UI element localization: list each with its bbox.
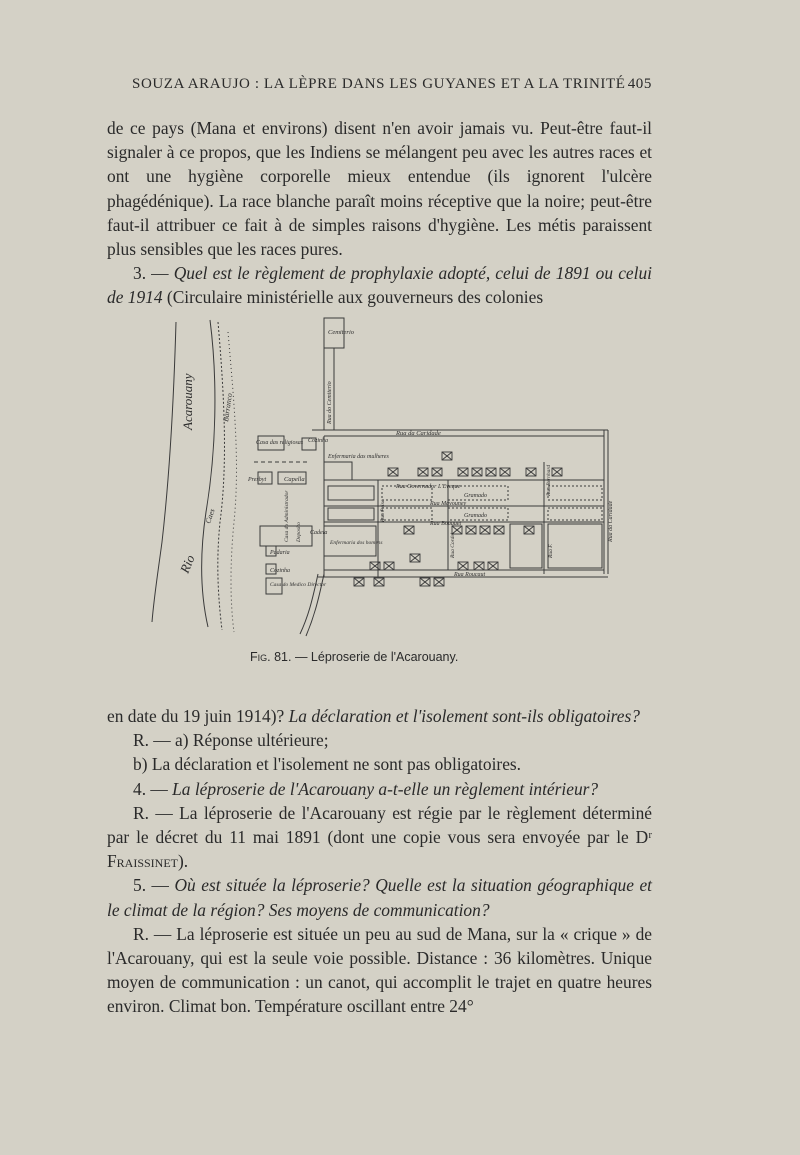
- pavilion-icon: [458, 562, 468, 570]
- author-name: Fraissinet: [107, 851, 179, 872]
- map-svg: [148, 312, 618, 642]
- rua-cordel-label: Rua Cordel: [450, 532, 456, 558]
- enfermaria-homens-label: Enfermaria dos homens: [330, 540, 383, 546]
- presbyterio-label: Presbyt: [248, 477, 267, 483]
- pavilion-icon: [354, 578, 364, 586]
- pavilion-icon: [404, 526, 414, 534]
- leprosarium-map: [148, 312, 618, 642]
- paragraph: [107, 704, 652, 728]
- pavilion-icon: [442, 452, 452, 460]
- rua-bernhard-label: Rua Bernhard: [546, 464, 552, 496]
- building: [548, 524, 602, 568]
- rua-f-label: Rua F.: [548, 543, 554, 558]
- pavilion-icon: [552, 468, 562, 476]
- pavilion-icon: [474, 562, 484, 570]
- pavilion-icon: [494, 526, 504, 534]
- text-run: ).: [178, 851, 189, 872]
- text-run: R. — La léproserie de l'Acarouany est régie par le règlement déterminé par le décret du 11 mai 1891 (dont une copie vous sera envoyée par le Dʳ: [107, 802, 652, 848]
- building: [328, 486, 374, 500]
- pavilion-icon: [486, 468, 496, 476]
- casa-medico-label: Casa do Medico Director: [270, 582, 327, 588]
- pavilion-icon: [488, 562, 498, 570]
- pavilion-icon: [420, 578, 430, 586]
- rua-caridade-side-label: Rua da Caridade: [608, 500, 614, 542]
- gramado-block: [382, 508, 432, 520]
- rua-bouquet-label: Rua Bouquet: [430, 521, 462, 527]
- question-number: 3. —: [133, 263, 169, 284]
- figure-title: — Léproserie de l'Acarouany.: [294, 650, 459, 664]
- pavilion-icon: [418, 468, 428, 476]
- casa-administrador-label: Casa do Administrador: [284, 490, 290, 542]
- building: [510, 524, 542, 568]
- answer-5: R. — La léproserie est située un peu au sud de Mana, sur la « crique » de l'Acarouany, qui est la seule voie possible. Distance : 36 kilomètres. Unique moyen de communication : un canot, qui accomplit le trajet en quatre heures environ. Climat bon. Température oscillant entre 24°: [107, 923, 652, 1017]
- enfermaria-mulheres-label: Enfermaria das mulheres: [328, 454, 389, 460]
- caes-label: Caes: [203, 507, 217, 525]
- deposito-label: Deposito: [296, 522, 302, 542]
- padaria-label: Padaria: [270, 550, 290, 556]
- rua-peixe-label: Rua Peixe: [380, 499, 386, 522]
- river-label: Acarouany: [180, 373, 195, 430]
- cozinha-top-label: Cozinha: [308, 438, 329, 444]
- pavilion-icon: [524, 526, 534, 534]
- river-bank-right: [202, 320, 215, 627]
- answer-a: R. — a) Réponse ultérieure;: [133, 730, 329, 751]
- question-5: [107, 873, 652, 921]
- cemetery-label: Cemiterio: [328, 329, 354, 336]
- barranco-edge: [218, 322, 225, 630]
- rua-mavouney-label: Rua Mavouney: [430, 501, 467, 507]
- running-header: [132, 76, 652, 93]
- page-number: 405: [627, 76, 652, 92]
- building: [324, 462, 352, 480]
- cadeia-label: Cadeia: [310, 530, 328, 536]
- rua-caridade-label: Rua da Caridade: [396, 430, 441, 437]
- pavilion-icon: [388, 468, 398, 476]
- question-4: [107, 777, 652, 801]
- building: [328, 508, 374, 520]
- pavilion-icon: [432, 468, 442, 476]
- barranco-inner: [228, 332, 236, 632]
- question-3: [107, 261, 652, 309]
- text-block-bottom: [107, 704, 652, 1019]
- gramado-block: [548, 486, 602, 500]
- text-run: en date du 19 juin 1914)?: [107, 706, 285, 726]
- pavilion-icon: [526, 468, 536, 476]
- rio-label: Rio: [176, 552, 198, 576]
- river-bank-left: [152, 322, 176, 622]
- pavilion-icon: [384, 562, 394, 570]
- question-number: 4. —: [133, 778, 168, 799]
- question-continuation: (Circulaire ministérielle aux gouverneurs des colonies: [166, 287, 544, 308]
- figure-caption: [250, 650, 550, 664]
- casa-religiosas-label: Casa das religiosas: [256, 440, 304, 446]
- text-block-top: [107, 116, 652, 310]
- answer-b: b) La déclaration et l'isolement ne sont pas obligatoires.: [133, 754, 522, 775]
- gramado-label: Gramado: [464, 493, 488, 499]
- cozinha-label: Cozinha: [270, 568, 291, 574]
- gramado-block: [548, 508, 602, 520]
- pavilion-icon: [500, 468, 510, 476]
- capella-label: Capella: [284, 476, 305, 483]
- rua-governador-label: Rua Governador L'Eveque: [396, 484, 461, 490]
- rua-cemiterio-label: Rua do Cemiterio: [327, 381, 333, 424]
- question-text: La déclaration et l'isolement sont-ils obligatoires?: [288, 706, 640, 726]
- figure-number: Fig. 81.: [250, 650, 292, 664]
- pavilion-icon: [480, 526, 490, 534]
- question-text: Quel est le règlement de prophylaxie adopté, celui de 1891 ou celui de 1914: [107, 263, 652, 308]
- question-text: La léproserie de l'Acarouany a-t-elle un règlement intérieur?: [172, 778, 599, 799]
- pavilion-icon: [410, 554, 420, 562]
- pavilion-icon: [472, 468, 482, 476]
- pavilion-icon: [466, 526, 476, 534]
- running-title: SOUZA ARAUJO : LA LÈPRE DANS LES GUYANES ET A LA TRINITÉ: [132, 76, 626, 92]
- question-number: 5. —: [133, 875, 169, 896]
- pavilion-icon: [374, 578, 384, 586]
- rua-roucaut-label: Rua Roucaut: [454, 572, 486, 578]
- answer-4: [107, 801, 652, 874]
- gramado-label: Gramado: [464, 513, 488, 519]
- question-text: Où est située la léproserie? Quelle est la situation géographique et le climat de la région? Ses moyens de communication?: [107, 875, 652, 920]
- paragraph: de ce pays (Mana et environs) disent n'en avoir jamais vu. Peut-être faut-il signaler à ce propos, que les Indiens se mélangent peu avec les autres races et ont une hygiène corporelle mieux entendue (ils ignorent l'ulcère phagédénique). La race blanche paraît moins réceptive que la noire; peut-être faut-il attribuer ce fait à de simples raisons d'hygiène. Les métis paraissent plus sensibles que les races pures.: [107, 118, 652, 260]
- pavilion-icon: [458, 468, 468, 476]
- pavilion-icon: [434, 578, 444, 586]
- barranco-label: Barranco: [221, 392, 234, 423]
